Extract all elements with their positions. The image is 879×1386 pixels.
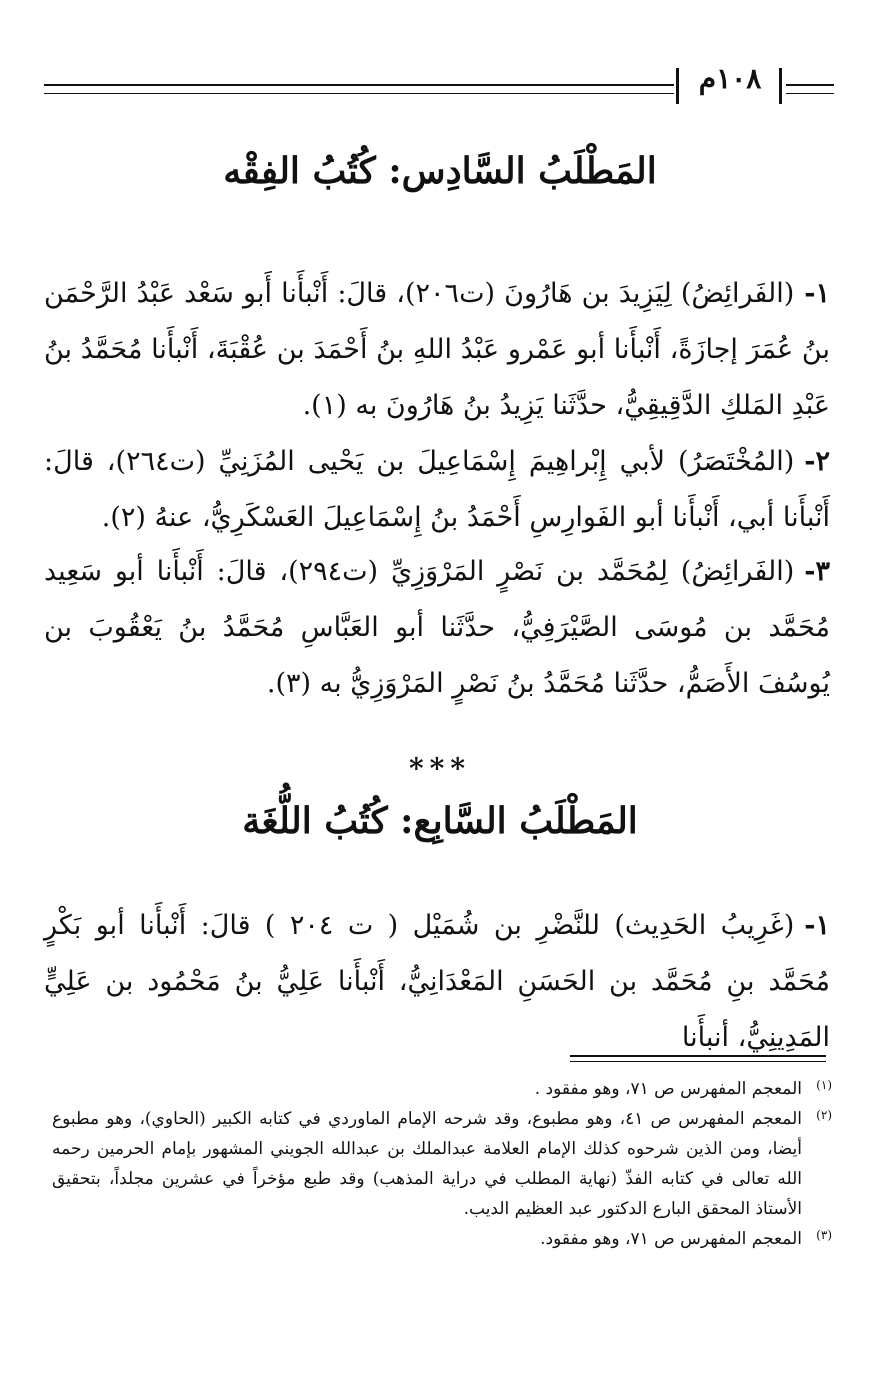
- section-heading-fiqh: المَطْلَبُ السَّادِس: كُتُبُ الفِقْه: [223, 150, 657, 192]
- running-header: [44, 62, 834, 102]
- section-separator: ***: [409, 752, 471, 785]
- footnote-number: (٢): [816, 1108, 832, 1122]
- entry-number: ٢-: [804, 446, 831, 477]
- header-rule-right: [786, 84, 834, 94]
- footnote-number: (١): [816, 1078, 832, 1092]
- footnotes: [52, 1074, 832, 1254]
- footnote-text: المعجم المفهرس ص ٧١، وهو مفقود .: [534, 1079, 802, 1099]
- footnote-3: [52, 1224, 832, 1254]
- header-divider-right: [779, 68, 782, 104]
- footnote-text: المعجم المفهرس ص ٤١، وهو مطبوع، وقد شرحه الإمام الماوردي في كتابه الكبير (الحاوي)، وهو مطبوع أيضا، ومن الذين شرحوه كذلك الإمام العلامة عبدالملك بن عبدالله الجويني المشهور بإمام الحرمين رحمه الله تعالى في كتابه الفذّ (نهاية المطلب في دراية المذهب) وقد طبع مؤخراً في عشرين مجلداً، بتحقيق الأستاذ المحقق البارع الدكتور عبد العظيم الديب.: [52, 1109, 802, 1219]
- entry-fiqh-3: [44, 544, 830, 712]
- entry-number: ١-: [804, 910, 830, 941]
- entry-text: (المُخْتَصَرُ) لأبي إِبْراهِيمَ إِسْمَاعِيلَ بن يَحْيى المُزَنِيِّ (ت٢٦٤)، قالَ: أَنْبأَنا أبي، أَنْبأَنا أبو الفَوارِسِ أَحْمَدُ بنُ إِسْمَاعِيلَ العَسْكَرِيُّ، عنهُ (٢).: [44, 446, 830, 533]
- header-rule-left: [44, 84, 674, 94]
- footnote-2: [52, 1104, 832, 1224]
- footnote-1: [52, 1074, 832, 1104]
- footnote-text: المعجم المفهرس ص ٧١، وهو مفقود.: [540, 1229, 802, 1249]
- entry-number: ٣-: [804, 556, 830, 587]
- entry-lugha-1: [44, 898, 830, 1066]
- entry-number: ١-: [804, 278, 831, 309]
- entry-text: (الفَرائِضُ) لِمُحَمَّد بن نَصْرٍ المَرْوَزِيِّ (ت٢٩٤)، قالَ: أَنْبأَنا أبو سَعِيد مُحَمَّد بن مُوسَى الصَّيْرَفِيُّ، حدَّثَنا أبو العَبَّاسِ مُحَمَّدُ بنُ يَعْقُوبَ بن يُوسُفَ الأَصَمُّ، حدَّثَنا مُحَمَّدُ بنُ نَصْرٍ المَرْوَزِيُّ به (٣).: [44, 556, 830, 699]
- page-number: ١٠٨م: [698, 62, 762, 95]
- footnote-separator: [570, 1055, 826, 1062]
- entry-text: (الفَرائِضُ) لِيَزِيدَ بن هَارُونَ (ت٢٠٦)، قالَ: أَنْبأَنا أَبو سَعْد عَبْدُ الرَّحْمَن بنُ عُمَرَ إجازَةً، أَنْبأَنا أبو عَمْرو عَبْدُ اللهِ بنُ أَحْمَدَ بن عُقْبَةَ، أَنْبأَنا مُحَمَّدُ بنُ عَبْدِ المَلكِ الدَّقِيقِيُّ، حدَّثَنا يَزِيدُ بنُ هَارُونَ به (١).: [44, 278, 830, 421]
- entry-text: (غَرِيبُ الحَدِيث) للنَّضْرِ بن شُمَيْل ( ت ٢٠٤ ) قالَ: أَنْبأَنا أبو بَكْرٍ مُحَمَّد بنِ مُحَمَّد بن الحَسَنِ المَعْدَانِيُّ، أَنْبأَنا عَلِيُّ بنُ مَحْمُود بن عَلِيٍّ المَدِينِيُّ، أنبأَنا: [44, 910, 830, 1053]
- section-heading-lugha: المَطْلَبُ السَّابِع: كُتُبُ اللُّغَة: [242, 800, 638, 842]
- entry-fiqh-2: [44, 434, 830, 546]
- header-divider-left: [676, 68, 679, 104]
- entry-fiqh-1: [44, 266, 830, 434]
- footnote-number: (٣): [816, 1228, 832, 1242]
